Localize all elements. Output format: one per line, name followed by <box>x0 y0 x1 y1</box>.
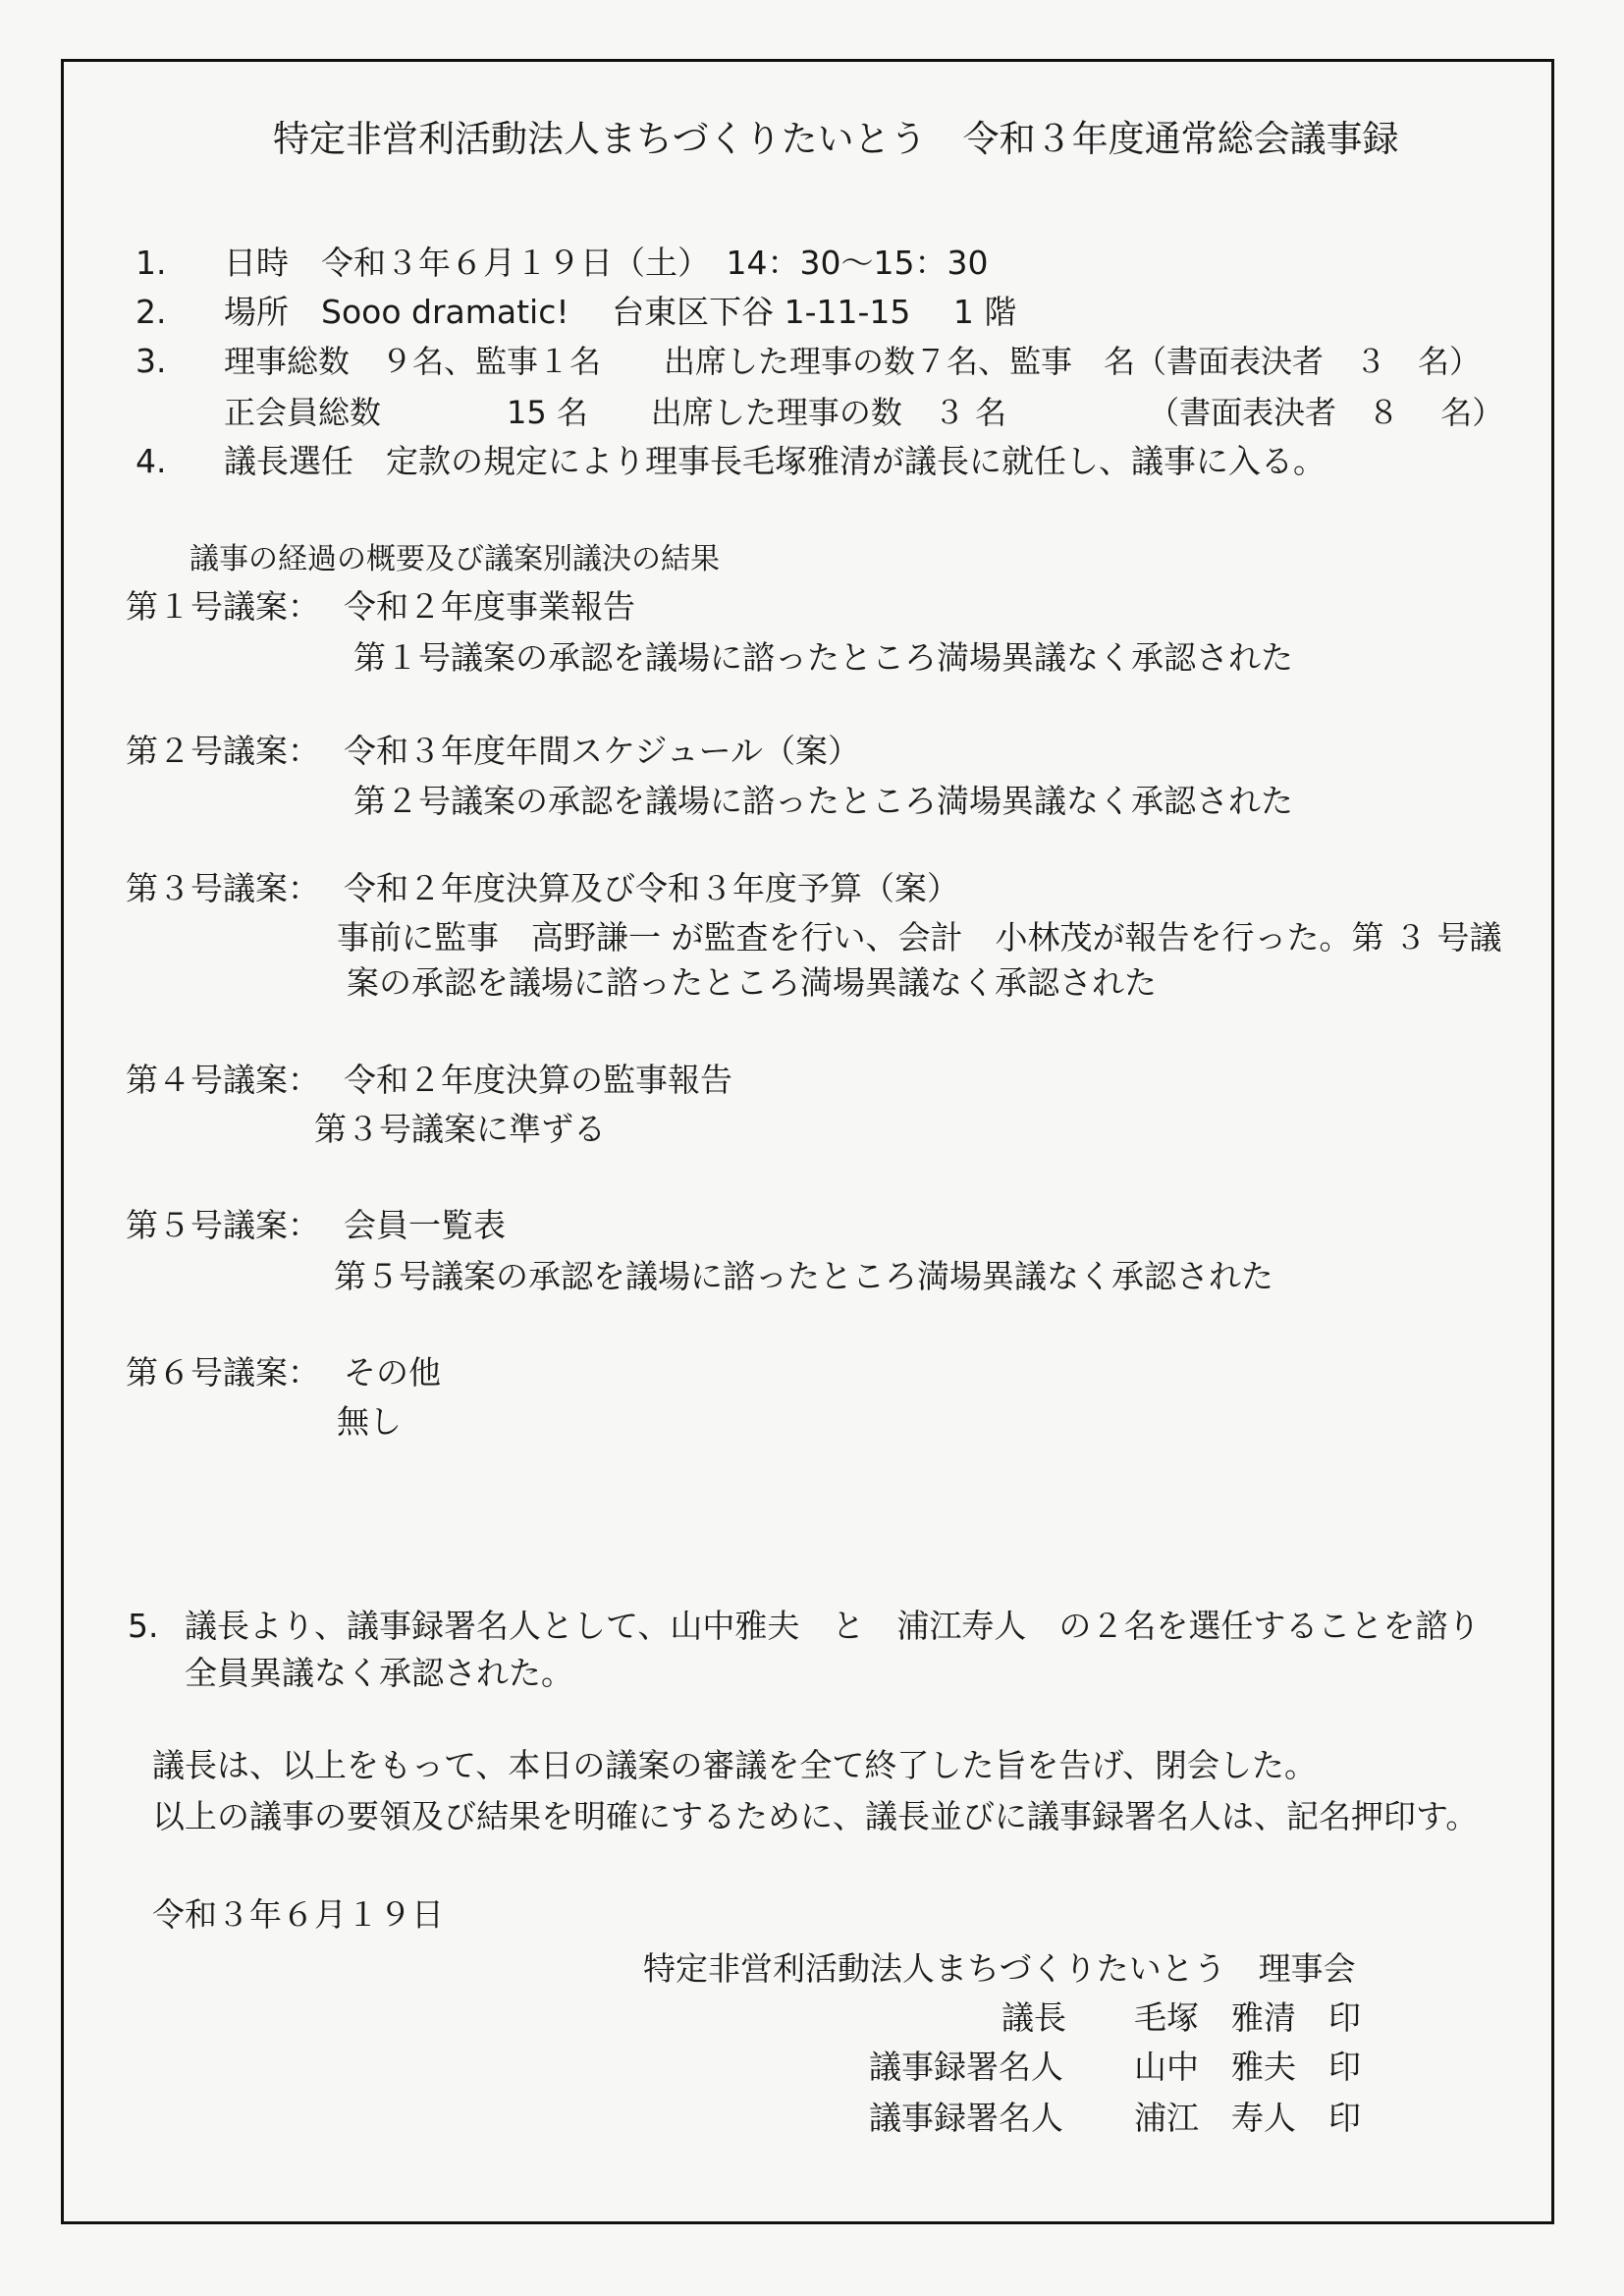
closing-statement: 議長は、以上をもって、本日の議案の審議を全て終了した旨を告げ、閉会した。 <box>152 1746 1318 1784</box>
signature-seal: 印 <box>1328 2099 1361 2137</box>
signature-name: 毛塚 雅清 <box>1134 1998 1296 2037</box>
agenda-result: 第１号議案の承認を議場に諮ったところ満場異議なく承認された <box>353 638 1293 677</box>
agenda-title: 令和３年度年間スケジュール（案） <box>344 732 861 770</box>
agenda-label: 第５号議案： <box>126 1206 320 1244</box>
signature-org: 特定非営利活動法人まちづくりたいとう 理事会 <box>643 1949 1356 1988</box>
agenda-title: 令和２年度決算の監事報告 <box>344 1061 732 1099</box>
agenda-label: 第４号議案： <box>126 1061 320 1099</box>
item-number: 3. <box>135 342 167 380</box>
item-signatory-selection: 議長より、議事録署名人として、山中雅夫 と 浦江寿人 の２名を選任することを諮り <box>185 1607 1481 1645</box>
document-title: 特定非営利活動法人まちづくりたいとう 令和３年度通常総会議事録 <box>273 118 1399 160</box>
item-number: 5. <box>128 1607 159 1645</box>
agenda-title: 会員一覧表 <box>344 1206 506 1244</box>
agenda-result: 案の承認を議場に諮ったところ満場異議なく承認された <box>347 963 1157 1002</box>
item-member-attendance: 正会員総数 15 名 出席した理事の数 ３ 名 （書面表決者 ８ 名） <box>224 394 1504 431</box>
item-place: 場所 Sooo dramatic! 台東区下谷 1-11-15 1 階 <box>224 293 1017 331</box>
signature-seal: 印 <box>1328 1998 1361 2037</box>
signature-role: 議長 <box>1001 1998 1066 2037</box>
item-signatory-approval: 全員異議なく承認された。 <box>185 1654 573 1692</box>
agenda-title: 令和２年度決算及び令和３年度予算（案） <box>344 869 959 907</box>
proceedings-heading: 議事の経過の概要及び議案別議決の結果 <box>189 542 720 576</box>
closing-statement: 以上の議事の要領及び結果を明確にするために、議長並びに議事録署名人は、記名押印す。 <box>152 1797 1479 1835</box>
signature-seal: 印 <box>1328 2048 1361 2086</box>
signature-name: 山中 雅夫 <box>1134 2048 1296 2086</box>
agenda-label: 第３号議案： <box>126 869 320 907</box>
agenda-label: 第６号議案： <box>126 1353 320 1392</box>
signature-role: 議事録署名人 <box>869 2048 1063 2086</box>
signature-name: 浦江 寿人 <box>1134 2099 1296 2137</box>
agenda-result: 第５号議案の承認を議場に諮ったところ満場異議なく承認された <box>334 1257 1273 1295</box>
agenda-title: 令和２年度事業報告 <box>344 587 635 626</box>
item-date-time: 日時 令和３年６月１９日（土） 14：30～15：30 <box>224 244 989 282</box>
item-number: 4. <box>135 442 167 480</box>
agenda-label: 第２号議案： <box>126 732 320 770</box>
item-number: 1. <box>135 244 167 282</box>
agenda-result: 無し <box>337 1402 402 1441</box>
item-number: 2. <box>135 293 167 331</box>
agenda-title: その他 <box>344 1353 441 1392</box>
agenda-result: 事前に監事 高野謙一 が監査を行い、会計 小林茂が報告を行った。第 ３ 号議 <box>337 918 1502 957</box>
agenda-result: 第３号議案に準ずる <box>314 1110 606 1148</box>
agenda-result: 第２号議案の承認を議場に諮ったところ満場異議なく承認された <box>353 782 1293 820</box>
document-date: 令和３年６月１９日 <box>152 1895 444 1934</box>
item-chair-election: 議長選任 定款の規定により理事長毛塚雅清が議長に就任し、議事に入る。 <box>224 442 1326 480</box>
item-board-attendance: 理事総数 ９名、監事１名 出席した理事の数７名、監事 名（書面表決者 ３ 名） <box>224 343 1482 380</box>
signature-role: 議事録署名人 <box>869 2099 1063 2137</box>
agenda-label: 第１号議案： <box>126 587 320 626</box>
